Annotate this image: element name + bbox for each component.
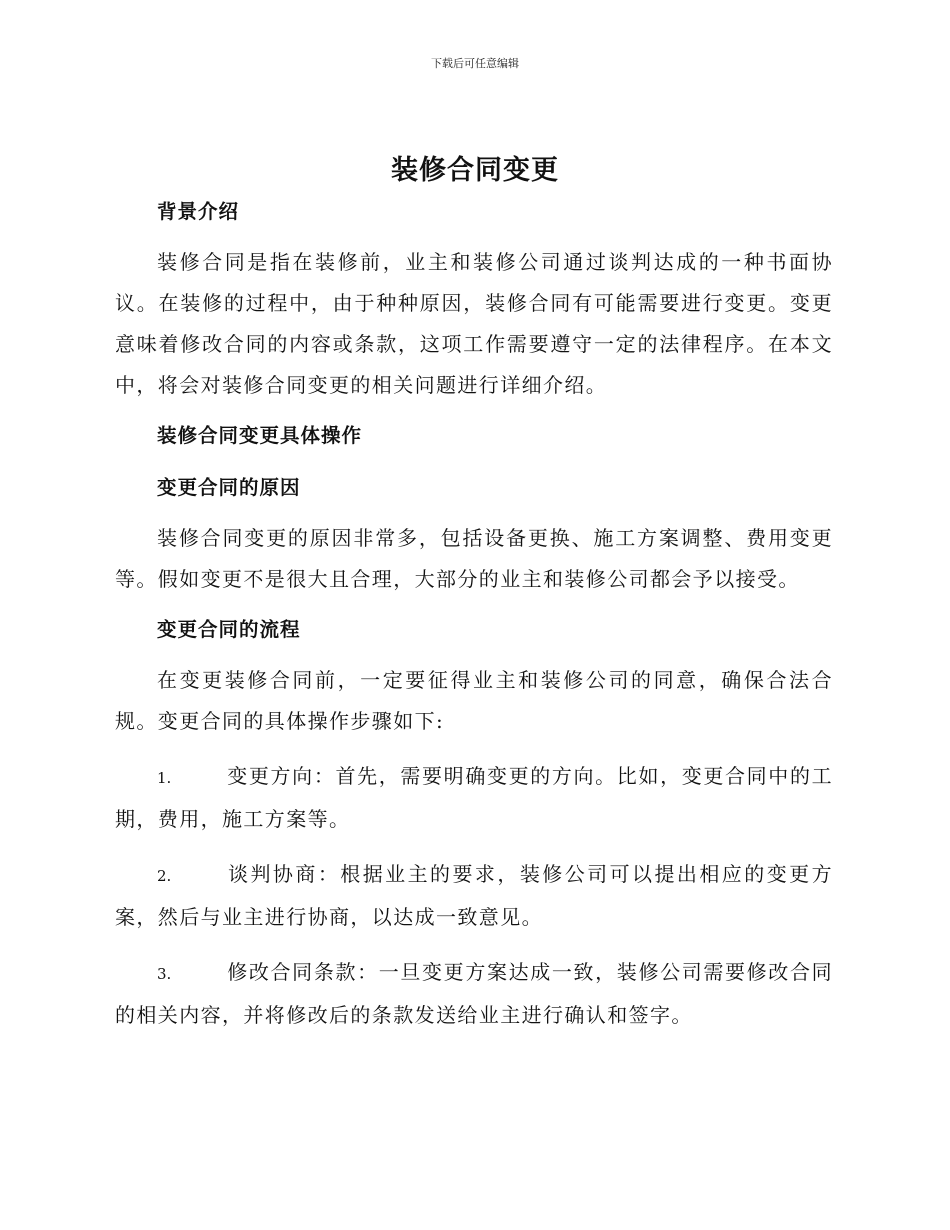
section-heading-operations: 装修合同变更具体操作 [157, 424, 363, 447]
step-number: 3. [157, 965, 172, 983]
step-item [115, 952, 833, 1036]
document-title: 装修合同变更 [391, 155, 559, 186]
section-heading-reasons: 变更合同的原因 [157, 476, 301, 499]
step-text: 谈判协商：根据业主的要求，装修公司可以提出相应的变更方案，然后与业主进行协商，以达成一致意见。 [115, 862, 833, 929]
step-number: 2. [157, 867, 172, 885]
step-item [115, 854, 833, 938]
step-text: 变更方向：首先，需要明确变更的方向。比如，变更合同中的工期，费用，施工方案等。 [115, 764, 833, 831]
section-paragraph-process: 在变更装修合同前，一定要征得业主和装修公司的同意，确保合法合规。变更合同的具体操作步骤如下: [115, 668, 833, 733]
section-heading-process: 变更合同的流程 [157, 618, 301, 641]
step-number: 1. [157, 769, 172, 787]
document-body [115, 196, 833, 1036]
page-header-note: 下载后可任意编辑 [431, 57, 519, 70]
section-paragraph-background: 装修合同是指在装修前，业主和装修公司通过谈判达成的一种书面协议。在装修的过程中，由于种种原因，装修合同有可能需要进行变更。变更意味着修改合同的内容或条款，这项工作需要遵守一定的法律程序。在本文中，将会对装修合同变更的相关问题进行详细介绍。 [115, 250, 833, 397]
section-paragraph-reasons: 装修合同变更的原因非常多，包括设备更换、施工方案调整、费用变更等。假如变更不是很大且合理，大部分的业主和装修公司都会予以接受。 [115, 526, 833, 591]
section-heading-background: 背景介绍 [157, 200, 240, 223]
step-item [115, 756, 833, 840]
step-text: 修改合同条款：一旦变更方案达成一致，装修公司需要修改合同的相关内容，并将修改后的条款发送给业主进行确认和签字。 [115, 960, 833, 1027]
